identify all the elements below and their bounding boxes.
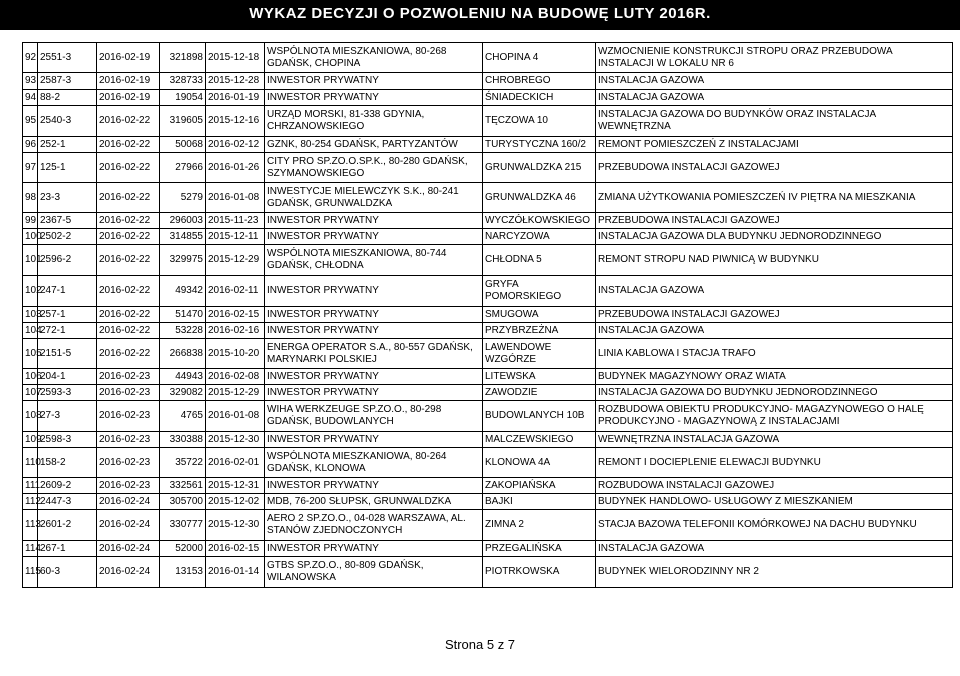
investor-cell: INWESTOR PRYWATNY: [265, 73, 483, 90]
decision-number-cell: 266838: [160, 339, 206, 369]
decision-number-cell: 27966: [160, 153, 206, 183]
application-date-cell: 2016-02-23: [97, 401, 160, 432]
street-cell: LITEWSKA: [483, 369, 596, 385]
case-number-cell: 247-1: [38, 276, 97, 307]
row-number-cell: 99: [23, 213, 38, 229]
decision-date-cell: 2015-12-02: [206, 494, 265, 510]
street-cell: CHŁODNA 5: [483, 245, 596, 276]
row-number-cell: 98: [23, 183, 38, 213]
description-cell: BUDYNEK HANDLOWO- USŁUGOWY Z MIESZKANIEM: [596, 494, 953, 510]
table-row: [23, 213, 953, 229]
table-row: [23, 557, 953, 588]
application-date-cell: 2016-02-24: [97, 510, 160, 541]
decision-number-cell: 13153: [160, 557, 206, 588]
table-row: [23, 541, 953, 557]
investor-cell: WSPÓLNOTA MIESZKANIOWA, 80-264 GDAŃSK, KLONOWA: [265, 448, 483, 478]
decision-number-cell: 4765: [160, 401, 206, 432]
case-number-cell: 2551-3: [38, 43, 97, 73]
decision-date-cell: 2015-12-11: [206, 229, 265, 245]
case-number-cell: 252-1: [38, 137, 97, 153]
decision-number-cell: 332561: [160, 478, 206, 494]
investor-cell: INWESTOR PRYWATNY: [265, 369, 483, 385]
decision-date-cell: 2016-01-26: [206, 153, 265, 183]
table-row: [23, 510, 953, 541]
row-number-cell: 112: [23, 494, 38, 510]
application-date-cell: 2016-02-24: [97, 557, 160, 588]
decision-date-cell: 2016-02-15: [206, 307, 265, 323]
page-title: WYKAZ DECYZJI O POZWOLENIU NA BUDOWĘ LUTY 2016R.: [249, 5, 711, 22]
table-row: [23, 432, 953, 448]
description-cell: BUDYNEK WIELORODZINNY NR 2: [596, 557, 953, 588]
decision-date-cell: 2015-12-30: [206, 432, 265, 448]
street-cell: MALCZEWSKIEGO: [483, 432, 596, 448]
table-row: [23, 448, 953, 478]
street-cell: ZIMNA 2: [483, 510, 596, 541]
decision-number-cell: 50068: [160, 137, 206, 153]
application-date-cell: 2016-02-22: [97, 213, 160, 229]
decision-date-cell: 2016-02-15: [206, 541, 265, 557]
description-cell: BUDYNEK MAGAZYNOWY ORAZ WIATA: [596, 369, 953, 385]
description-cell: INSTALACJA GAZOWA DO BUDYNKÓW ORAZ INSTALACJA WEWNĘTRZNA: [596, 106, 953, 137]
investor-cell: INWESTOR PRYWATNY: [265, 385, 483, 401]
investor-cell: INWESTOR PRYWATNY: [265, 478, 483, 494]
decision-date-cell: 2015-12-31: [206, 478, 265, 494]
investor-cell: INWESTOR PRYWATNY: [265, 213, 483, 229]
investor-cell: URZĄD MORSKI, 81-338 GDYNIA, CHRZANOWSKIEGO: [265, 106, 483, 137]
table-row: [23, 73, 953, 90]
case-number-cell: 267-1: [38, 541, 97, 557]
street-cell: CHROBREGO: [483, 73, 596, 90]
street-cell: WYCZÓŁKOWSKIEGO: [483, 213, 596, 229]
case-number-cell: 2367-5: [38, 213, 97, 229]
row-number-cell: 102: [23, 276, 38, 307]
table-row: [23, 90, 953, 106]
description-cell: LINIA KABLOWA I STACJA TRAFO: [596, 339, 953, 369]
decision-number-cell: 51470: [160, 307, 206, 323]
table-row: [23, 478, 953, 494]
application-date-cell: 2016-02-24: [97, 494, 160, 510]
table-row: [23, 323, 953, 339]
street-cell: SMUGOWA: [483, 307, 596, 323]
description-cell: INSTALACJA GAZOWA: [596, 90, 953, 106]
application-date-cell: 2016-02-22: [97, 183, 160, 213]
case-number-cell: 272-1: [38, 323, 97, 339]
decisions-table-body: [23, 43, 953, 588]
decision-number-cell: 5279: [160, 183, 206, 213]
investor-cell: INWESTOR PRYWATNY: [265, 229, 483, 245]
decision-number-cell: 44943: [160, 369, 206, 385]
decision-date-cell: 2016-02-12: [206, 137, 265, 153]
row-number-cell: 114: [23, 541, 38, 557]
case-number-cell: 2601-2: [38, 510, 97, 541]
application-date-cell: 2016-02-22: [97, 307, 160, 323]
row-number-cell: 115: [23, 557, 38, 588]
application-date-cell: 2016-02-19: [97, 73, 160, 90]
row-number-cell: 104: [23, 323, 38, 339]
application-date-cell: 2016-02-24: [97, 541, 160, 557]
application-date-cell: 2016-02-22: [97, 137, 160, 153]
decision-number-cell: 49342: [160, 276, 206, 307]
application-date-cell: 2016-02-22: [97, 245, 160, 276]
row-number-cell: 92: [23, 43, 38, 73]
investor-cell: WSPÓLNOTA MIESZKANIOWA, 80-268 GDAŃSK, CHOPINA: [265, 43, 483, 73]
table-row: [23, 245, 953, 276]
street-cell: KLONOWA 4A: [483, 448, 596, 478]
description-cell: STACJA BAZOWA TELEFONII KOMÓRKOWEJ NA DACHU BUDYNKU: [596, 510, 953, 541]
description-cell: ROZBUDOWA INSTALACJI GAZOWEJ: [596, 478, 953, 494]
table-row: [23, 106, 953, 137]
decision-number-cell: 319605: [160, 106, 206, 137]
decisions-table: [22, 42, 953, 588]
case-number-cell: 27-3: [38, 401, 97, 432]
decision-number-cell: 314855: [160, 229, 206, 245]
table-row: [23, 369, 953, 385]
case-number-cell: 23-3: [38, 183, 97, 213]
application-date-cell: 2016-02-23: [97, 432, 160, 448]
street-cell: ŚNIADECKICH: [483, 90, 596, 106]
decision-date-cell: 2015-11-23: [206, 213, 265, 229]
description-cell: INSTALACJA GAZOWA: [596, 323, 953, 339]
header-banner: [0, 0, 960, 30]
case-number-cell: 2593-3: [38, 385, 97, 401]
decision-number-cell: 330388: [160, 432, 206, 448]
case-number-cell: 60-3: [38, 557, 97, 588]
investor-cell: WIHA WERKZEUGE SP.ZO.O., 80-298 GDAŃSK, BUDOWLANYCH: [265, 401, 483, 432]
table-row: [23, 494, 953, 510]
street-cell: TURYSTYCZNA 160/2: [483, 137, 596, 153]
row-number-cell: 101: [23, 245, 38, 276]
row-number-cell: 107: [23, 385, 38, 401]
row-number-cell: 94: [23, 90, 38, 106]
street-cell: PRZYBRZEŻNA: [483, 323, 596, 339]
decision-date-cell: 2015-12-30: [206, 510, 265, 541]
street-cell: LAWENDOWE WZGÓRZE: [483, 339, 596, 369]
description-cell: REMONT I DOCIEPLENIE ELEWACJI BUDYNKU: [596, 448, 953, 478]
investor-cell: INWESTOR PRYWATNY: [265, 307, 483, 323]
case-number-cell: 158-2: [38, 448, 97, 478]
street-cell: CHOPINA 4: [483, 43, 596, 73]
decision-date-cell: 2016-02-08: [206, 369, 265, 385]
street-cell: BAJKI: [483, 494, 596, 510]
table-row: [23, 339, 953, 369]
decision-number-cell: 329082: [160, 385, 206, 401]
investor-cell: INWESTOR PRYWATNY: [265, 90, 483, 106]
table-row: [23, 307, 953, 323]
street-cell: TĘCZOWA 10: [483, 106, 596, 137]
decision-number-cell: 329975: [160, 245, 206, 276]
table-row: [23, 401, 953, 432]
investor-cell: CITY PRO SP.ZO.O.SP.K., 80-280 GDAŃSK, SZYMANOWSKIEGO: [265, 153, 483, 183]
table-row: [23, 183, 953, 213]
row-number-cell: 103: [23, 307, 38, 323]
decision-number-cell: 305700: [160, 494, 206, 510]
row-number-cell: 111: [23, 478, 38, 494]
application-date-cell: 2016-02-19: [97, 90, 160, 106]
case-number-cell: 2609-2: [38, 478, 97, 494]
decision-number-cell: 330777: [160, 510, 206, 541]
decision-number-cell: 52000: [160, 541, 206, 557]
row-number-cell: 108: [23, 401, 38, 432]
case-number-cell: 2540-3: [38, 106, 97, 137]
street-cell: GRYFA POMORSKIEGO: [483, 276, 596, 307]
decision-number-cell: 328733: [160, 73, 206, 90]
decision-number-cell: 321898: [160, 43, 206, 73]
application-date-cell: 2016-02-22: [97, 276, 160, 307]
description-cell: WZMOCNIENIE KONSTRUKCJI STROPU ORAZ PRZEBUDOWA INSTALACJI W LOKALU NR 6: [596, 43, 953, 73]
description-cell: ROZBUDOWA OBIEKTU PRODUKCYJNO- MAGAZYNOWEGO O HALĘ PRODUKCYJNO - MAGAZYNOWĄ Z INSTALACJAMI: [596, 401, 953, 432]
investor-cell: INWESTOR PRYWATNY: [265, 541, 483, 557]
application-date-cell: 2016-02-23: [97, 448, 160, 478]
investor-cell: INWESTOR PRYWATNY: [265, 276, 483, 307]
investor-cell: INWESTOR PRYWATNY: [265, 432, 483, 448]
investor-cell: GZNK, 80-254 GDAŃSK, PARTYZANTÓW: [265, 137, 483, 153]
description-cell: INSTALACJA GAZOWA: [596, 276, 953, 307]
table-row: [23, 385, 953, 401]
description-cell: INSTALACJA GAZOWA: [596, 73, 953, 90]
investor-cell: ENERGA OPERATOR S.A., 80-557 GDAŃSK, MARYNARKI POLSKIEJ: [265, 339, 483, 369]
decision-date-cell: 2015-10-20: [206, 339, 265, 369]
case-number-cell: 2596-2: [38, 245, 97, 276]
application-date-cell: 2016-02-23: [97, 369, 160, 385]
decision-number-cell: 35722: [160, 448, 206, 478]
street-cell: GRUNWALDZKA 46: [483, 183, 596, 213]
table-row: [23, 229, 953, 245]
row-number-cell: 100: [23, 229, 38, 245]
investor-cell: MDB, 76-200 SŁUPSK, GRUNWALDZKA: [265, 494, 483, 510]
decision-number-cell: 53228: [160, 323, 206, 339]
application-date-cell: 2016-02-23: [97, 385, 160, 401]
row-number-cell: 95: [23, 106, 38, 137]
decision-date-cell: 2016-01-08: [206, 401, 265, 432]
decision-date-cell: 2016-02-16: [206, 323, 265, 339]
decision-number-cell: 19054: [160, 90, 206, 106]
description-cell: ZMIANA UŻYTKOWANIA POMIESZCZEŃ IV PIĘTRA NA MIESZKANIA: [596, 183, 953, 213]
case-number-cell: 2151-5: [38, 339, 97, 369]
description-cell: PRZEBUDOWA INSTALACJI GAZOWEJ: [596, 153, 953, 183]
case-number-cell: 2598-3: [38, 432, 97, 448]
description-cell: WEWNĘTRZNA INSTALACJA GAZOWA: [596, 432, 953, 448]
decision-date-cell: 2015-12-29: [206, 385, 265, 401]
table-row: [23, 137, 953, 153]
street-cell: PRZEGALIŃSKA: [483, 541, 596, 557]
investor-cell: AERO 2 SP.ZO.O., 04-028 WARSZAWA, AL. STANÓW ZJEDNOCZONYCH: [265, 510, 483, 541]
decision-date-cell: 2016-01-19: [206, 90, 265, 106]
street-cell: BUDOWLANYCH 10B: [483, 401, 596, 432]
application-date-cell: 2016-02-22: [97, 323, 160, 339]
case-number-cell: 2447-3: [38, 494, 97, 510]
case-number-cell: 125-1: [38, 153, 97, 183]
street-cell: PIOTRKOWSKA: [483, 557, 596, 588]
row-number-cell: 113: [23, 510, 38, 541]
description-cell: INSTALACJA GAZOWA DLA BUDYNKU JEDNORODZINNEGO: [596, 229, 953, 245]
application-date-cell: 2016-02-23: [97, 478, 160, 494]
decision-date-cell: 2016-02-11: [206, 276, 265, 307]
application-date-cell: 2016-02-22: [97, 153, 160, 183]
description-cell: REMONT POMIESZCZEŃ Z INSTALACJAMI: [596, 137, 953, 153]
application-date-cell: 2016-02-22: [97, 106, 160, 137]
street-cell: ZAWODZIE: [483, 385, 596, 401]
case-number-cell: 2587-3: [38, 73, 97, 90]
description-cell: PRZEBUDOWA INSTALACJI GAZOWEJ: [596, 213, 953, 229]
investor-cell: GTBS SP.ZO.O., 80-809 GDAŃSK, WILANOWSKA: [265, 557, 483, 588]
application-date-cell: 2016-02-19: [97, 43, 160, 73]
table-row: [23, 153, 953, 183]
decision-date-cell: 2016-02-01: [206, 448, 265, 478]
decision-date-cell: 2016-01-08: [206, 183, 265, 213]
row-number-cell: 96: [23, 137, 38, 153]
investor-cell: INWESTOR PRYWATNY: [265, 323, 483, 339]
case-number-cell: 88-2: [38, 90, 97, 106]
decision-date-cell: 2015-12-29: [206, 245, 265, 276]
decision-date-cell: 2016-01-14: [206, 557, 265, 588]
page-number: Strona 5 z 7: [444, 637, 516, 652]
case-number-cell: 257-1: [38, 307, 97, 323]
investor-cell: INWESTYCJE MIELEWCZYK S.K., 80-241 GDAŃSK, GRUNWALDZKA: [265, 183, 483, 213]
row-number-cell: 109: [23, 432, 38, 448]
case-number-cell: 204-1: [38, 369, 97, 385]
case-number-cell: 2502-2: [38, 229, 97, 245]
row-number-cell: 110: [23, 448, 38, 478]
description-cell: REMONT STROPU NAD PIWNICĄ W BUDYNKU: [596, 245, 953, 276]
decision-date-cell: 2015-12-18: [206, 43, 265, 73]
row-number-cell: 105: [23, 339, 38, 369]
application-date-cell: 2016-02-22: [97, 339, 160, 369]
street-cell: ZAKOPIAŃSKA: [483, 478, 596, 494]
description-cell: INSTALACJA GAZOWA: [596, 541, 953, 557]
decision-date-cell: 2015-12-16: [206, 106, 265, 137]
decision-date-cell: 2015-12-28: [206, 73, 265, 90]
investor-cell: WSPÓLNOTA MIESZKANIOWA, 80-744 GDAŃSK, CHŁODNA: [265, 245, 483, 276]
table-row: [23, 43, 953, 73]
application-date-cell: 2016-02-22: [97, 229, 160, 245]
row-number-cell: 93: [23, 73, 38, 90]
row-number-cell: 97: [23, 153, 38, 183]
street-cell: GRUNWALDZKA 215: [483, 153, 596, 183]
street-cell: NARCYZOWA: [483, 229, 596, 245]
description-cell: PRZEBUDOWA INSTALACJI GAZOWEJ: [596, 307, 953, 323]
description-cell: INSTALACJA GAZOWA DO BUDYNKU JEDNORODZINNEGO: [596, 385, 953, 401]
decision-number-cell: 296003: [160, 213, 206, 229]
table-row: [23, 276, 953, 307]
row-number-cell: 106: [23, 369, 38, 385]
